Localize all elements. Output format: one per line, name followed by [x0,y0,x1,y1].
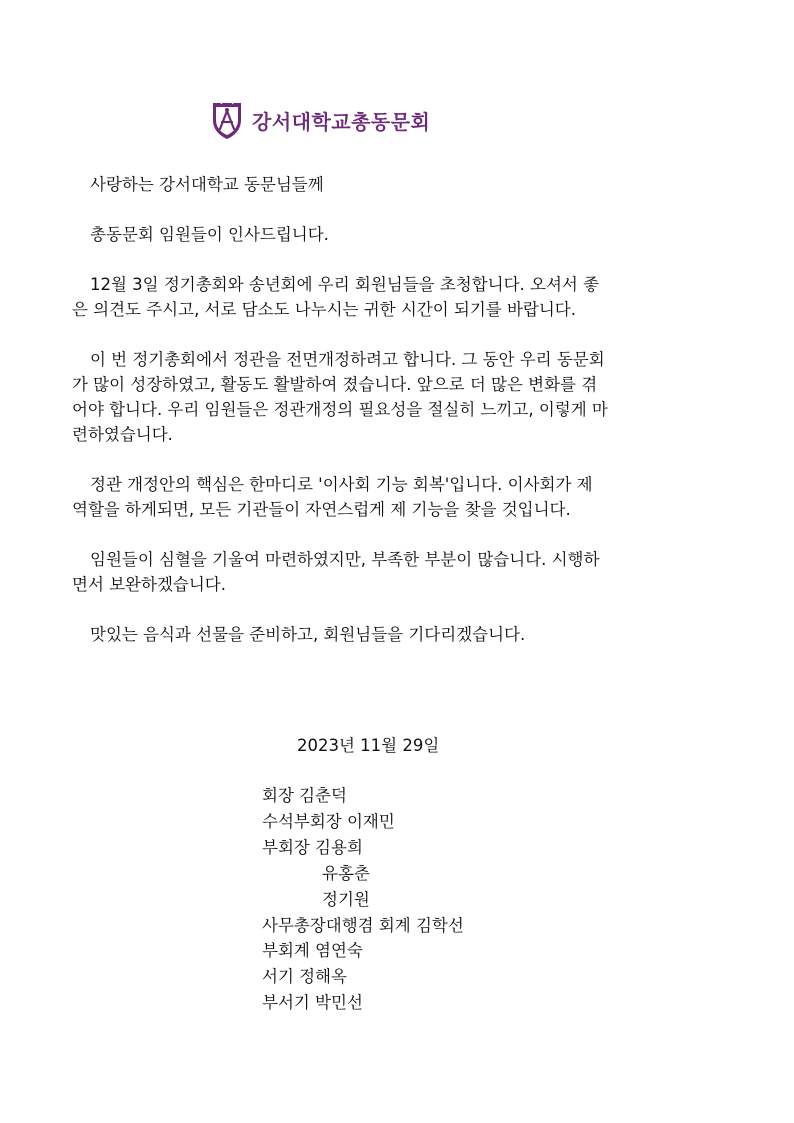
org-logo [210,99,430,141]
paragraph-closing: 맛있는 음식과 선물을 준비하고, 회원님들을 기다리겠습니다. [90,625,526,644]
signer-president: 회장 김춘덕 [262,786,347,805]
university-emblem-icon [210,100,244,140]
paragraph-core: 정관 개정안의 핵심은 한마디로 '이사회 기능 회복'입니다. 이사회가 제 역할을 하게되면, 모든 기관들이 자연스럽게 제 기능을 찾을 것입니다. [72,475,593,519]
signer-deputy-secretary: 부서기 박민선 [262,993,363,1013]
signer-secretary: 서기 정해옥 [262,967,347,987]
signer-vice-president-3: 정기원 [322,889,370,909]
paragraph-invitation: 12월 3일 정기총회와 송년회에 우리 회원님들을 초청합니다. 오셔서 좋은 의견도 주시고, 서로 담소도 나누시는 귀한 시간이 되기를 바랍니다. [72,275,600,319]
signer-senior-vice-president: 수석부회장 이재민 [262,811,395,831]
paragraph-effort: 임원들이 심혈을 기울여 마련하였지만, 부족한 부분이 많습니다. 시행하면서 보완하겠습니다. [72,550,600,594]
org-name: 강서대학교총동문회 [252,109,431,134]
signer-secretary-general: 사무총장대행겸 회계 김학선 [262,915,464,935]
letter-body [72,172,612,672]
greeting: 사랑하는 강서대학교 동문님들께 [90,175,324,194]
paragraph-intro: 총동문회 임원들이 인사드립니다. [90,225,329,244]
paragraph-bylaws: 이 번 정기총회에서 정관을 전면개정하려고 합니다. 그 동안 우리 동문회가 많이 성장하였고, 활동도 활발하여 졌습니다. 앞으로 더 많은 변화를 겪어야 합니다. 우리 임원들은 정관개정의 필요성을 절실히 느끼고, 이렇게 마련하였습니다. [72,350,608,444]
signer-vice-president-2: 유홍춘 [322,863,370,883]
letter-date: 2023년 11월 29일 [297,736,440,755]
signer-vice-president: 부회장 김용희 [262,837,363,857]
signer-list [262,783,464,1016]
signer-deputy-treasurer: 부회계 염연숙 [262,941,363,961]
